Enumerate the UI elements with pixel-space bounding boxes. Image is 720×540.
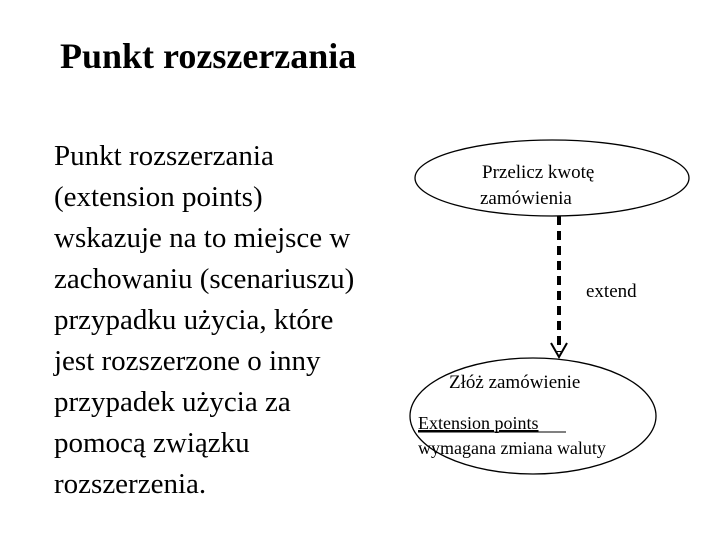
body-line: jest rozszerzone o inny bbox=[54, 345, 321, 377]
extend-arrowhead bbox=[551, 343, 567, 357]
body-line: przypadku użycia, które bbox=[54, 304, 334, 336]
extension-point-item: wymagana zmiana waluty bbox=[418, 438, 606, 458]
slide-title: Punkt rozszerzania bbox=[60, 36, 357, 76]
use-case-przelicz-line2: zamówienia bbox=[480, 188, 572, 209]
use-case-zloz-name: Złóż zamówienie bbox=[449, 372, 581, 393]
body-line: Punkt rozszerzania bbox=[54, 140, 274, 172]
use-case-przelicz bbox=[415, 140, 689, 216]
body-line: przypadek użycia za bbox=[54, 386, 291, 418]
body-line: pomocą związku bbox=[54, 427, 250, 459]
use-case-przelicz-line1: Przelicz kwotę bbox=[482, 162, 595, 183]
extension-points-header: Extension points bbox=[418, 413, 539, 433]
extend-relation bbox=[551, 216, 637, 357]
body-line: rozszerzenia. bbox=[54, 468, 207, 500]
extend-label: extend bbox=[586, 281, 637, 302]
body-line: wskazuje na to miejsce w bbox=[54, 222, 351, 254]
use-case-zloz bbox=[410, 358, 656, 474]
body-line: zachowaniu (scenariuszu) bbox=[54, 263, 355, 295]
body-line: (extension points) bbox=[54, 181, 263, 213]
